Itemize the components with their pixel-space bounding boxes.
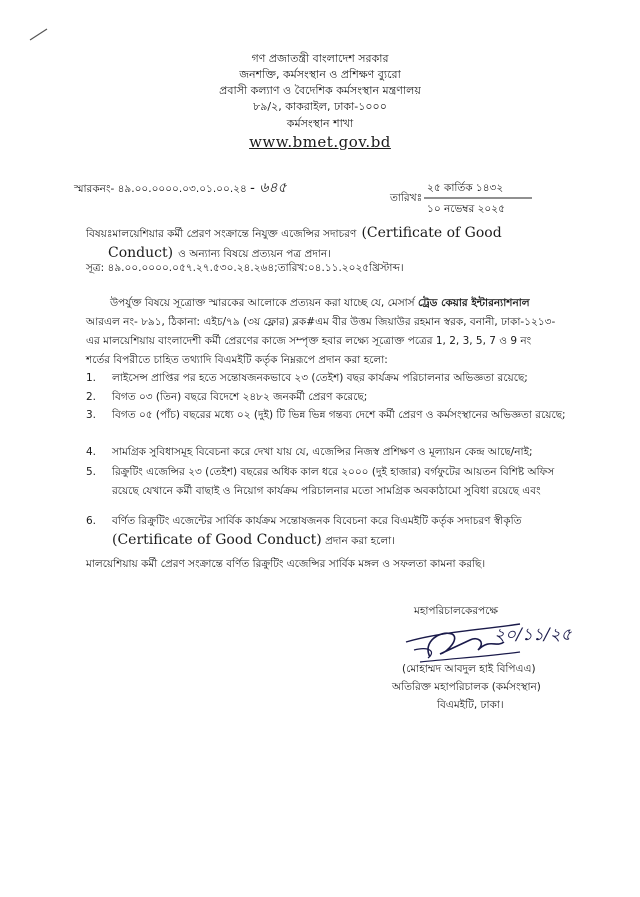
subject-english-part2: Conduct) — [108, 245, 174, 261]
intro-line-3: এর মালয়েশিয়ায় বাংলাদেশী কর্মী প্রেরণের কাজে সম্পৃক্ত হবার লক্ষ্যে সূত্রোক্ত পত্রের 1, 2, 3, 5, 7 ও 9 নং — [86, 335, 532, 347]
list-item-number: 3. — [86, 409, 97, 421]
list-item-number: 6. — [86, 515, 97, 527]
signatory-office: বিএমইটি, ঢাকা। — [437, 699, 504, 711]
on-behalf-text: মহাপরিচালকেরপক্ষে — [414, 605, 499, 617]
letterhead-website-link[interactable]: www.bmet.gov.bd — [249, 133, 391, 151]
date-label: তারিখঃ — [390, 192, 423, 204]
memo-reference — [74, 180, 287, 198]
list-item-number: 2. — [86, 391, 97, 403]
memo-handwritten-suffix: - ৬৪৫ — [250, 180, 287, 196]
signatory-designation: অতিরিক্ত মহাপরিচালক (কর্মসংস্থান) — [392, 681, 541, 693]
list-item-text: রিক্রুটিং এজেন্সির ২৩ (তেইশ) বছরের অধিক কাল ধরে ২০০০ (দুই হাজার) বর্গফুটের আয়তন বিশিষ্ট অফিস রয়েছে যেখানে কর্মী বাছাই ও নিয়োগ কার্যক্রম পরিচালনার মতো সামগ্রিক অবকাঠামো সুবিধা রয়েছে এবং — [112, 466, 555, 497]
list-item-text-english: (Certificate of Good Conduct) — [112, 532, 322, 548]
list-item-number: 4. — [86, 446, 97, 458]
letterhead-line-bureau: জনশক্তি, কর্মসংস্থান ও প্রশিক্ষণ ব্যুরো — [239, 68, 401, 81]
letterhead-line-government: গণ প্রজাতন্ত্রী বাংলাদেশ সরকার — [251, 52, 389, 65]
list-item — [86, 388, 568, 407]
letterhead-line-address: ৮৯/২, কাকরাইল, ঢাকা-১০০০ — [253, 100, 387, 113]
closing-text: মালয়েশিয়ায় কর্মী প্রেরণ সংক্রান্তে বর্ণিত রিক্রুটিং এজেন্সির সার্বিক মঙ্গল ও সফলতা কামনা করছি। — [86, 558, 486, 570]
date-divider-line — [424, 196, 534, 200]
list-item-text: সামগ্রিক সুবিধাসমূহ বিবেচনা করে দেখা যায় যে, এজেন্সির নিজস্ব প্রশিক্ষণ ও মূল্যায়ন কেন্দ্র আছে/নাই; — [112, 446, 533, 458]
memo-number: ৪৯.০০.০০০০.০৩.০১.০০.২৪ — [117, 183, 247, 195]
letterhead-line-ministry: প্রবাসী কল্যাণ ও বৈদেশিক কর্মসংস্থান মন্ত্রণালয় — [219, 84, 421, 97]
list-item-text: বিগত ০৩ (তিন) বছরে বিদেশে ২৪৮২ জনকর্মী প্রেরণ করেছে; — [112, 391, 368, 403]
company-name: ট্রেড কেয়ার ইন্টারন্যাশনাল — [417, 297, 530, 309]
intro-line-4: শর্তের বিপরীতে চাহিত তথ্যাদি বিএমইটি কর্তৃক নিম্নরূপে প্রদান করা হলো: — [86, 354, 388, 366]
handwritten-date: ২০/১১/২৫ — [494, 625, 572, 645]
list-item-text-pre: বর্ণিত রিক্রুটিং এজেন্টের সার্বিক কার্যক্রম সন্তোষজনক বিবেচনা করে বিএমইটি কর্তৃক সদাচরণ স্বীকৃতি — [112, 515, 522, 527]
list-item-text — [112, 512, 568, 551]
list-item — [86, 369, 568, 388]
list-item — [86, 512, 568, 551]
subject-block — [86, 222, 586, 263]
list-item-number: 1. — [86, 372, 97, 384]
intro-line-1 — [110, 295, 530, 312]
intro-line-1-text: উপর্যুক্ত বিষয়ে সূত্রোক্ত স্মারকের আলোকে প্রত্যয়ন করা যাচ্ছে যে, মেসার্স — [110, 297, 415, 309]
source-reference: সূত্র: ৪৯.০০.০০০০.০৫৭.২৭.৫৩০.২৪.২৬৪;তারিখ:০৪.১১.২০২৫খ্রিস্টাব্দ। — [86, 262, 404, 274]
intro-line-2: আরএল নং- ৮৯১, ঠিকানা: এইচ/৭৯ (৩য় ফ্লোর) ব্লক#এম বীর উত্তম জিয়াউর রহমান স্বরক, বনানী, ঢাকা-১২১৩- — [86, 316, 556, 328]
letterhead-line-section: কর্মসংস্থান শাখা — [286, 117, 354, 130]
subject-english-part1: (Certificate of Good — [361, 225, 502, 241]
list-item-text: লাইসেন্স প্রাপ্তির পর হতে সন্তোষজনকভাবে ২৩ (তেইশ) বছর কার্যক্রম পরিচালনার অভিজ্ঞতা রয়েছে; — [112, 372, 528, 384]
subject-prefix: বিষয়ঃমালয়েশিয়ার কর্মী প্রেরণ সংক্রান্তে নিযুক্ত এজেন্সির সদাচরণ — [86, 228, 357, 240]
date-english-calendar: ১০ নভেম্বর ২০২৫ — [427, 203, 505, 215]
signatory-name: (মোহাম্মদ আবদুল হাই বিপিএএ) — [402, 663, 536, 675]
list-item-number: 5. — [86, 466, 97, 478]
pen-mark-decoration — [28, 26, 50, 42]
list-item — [86, 406, 568, 425]
date-bangla-calendar: ২৫ কার্তিক ১৪৩২ — [427, 182, 504, 194]
list-item-text-post: প্রদান করা হলো। — [325, 535, 395, 547]
list-item — [86, 443, 568, 462]
list-item-text: বিগত ০৫ (পাঁচ) বছরের মধ্যে ০২ (দুই) টি ভিন্ন ভিন্ন গন্তব্য দেশে কর্মী প্রেরণ ও কর্মসংস্থানের অভিজ্ঞতা রয়েছে; — [112, 409, 566, 421]
memo-label: স্মারকনং- — [74, 183, 115, 195]
list-item — [86, 463, 568, 501]
subject-suffix: ও অন্যান্য বিষয়ে প্রত্যয়ন পত্র প্রদান। — [178, 248, 331, 260]
